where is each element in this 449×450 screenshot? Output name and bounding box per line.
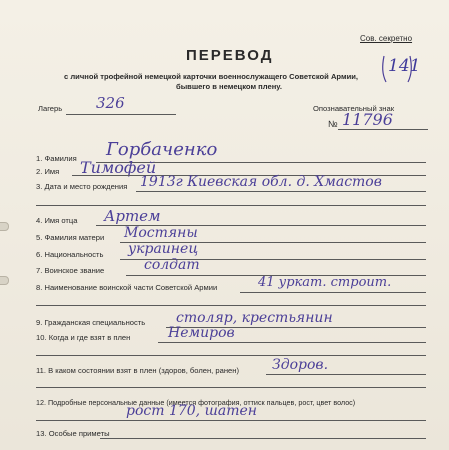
field-1-value: Горбаченко <box>106 139 218 160</box>
field-8-line <box>240 292 426 293</box>
camp-value: 326 <box>96 94 125 112</box>
field-4-label: 4. Имя отца <box>36 216 78 225</box>
field-8-label: 8. Наименование воинской части Советской Армии <box>36 283 218 292</box>
id-mark-label: Опознавательный знак <box>313 104 395 113</box>
field-3-line-2 <box>36 205 426 206</box>
field-7-value: солдат <box>144 257 200 273</box>
id-mark-value: 11796 <box>342 110 393 129</box>
field-5-label: 5. Фамилия матери <box>36 233 105 242</box>
field-10-line <box>158 342 426 343</box>
field-9-value: столяр, крестьянин <box>176 310 333 326</box>
field-12-value: рост 170, шатен <box>126 403 257 419</box>
field-11-value: Здоров. <box>272 357 329 373</box>
field-8-value: 41 уркат. строит. <box>258 275 392 290</box>
field-6-label: 6. Национальность <box>36 250 104 259</box>
field-5-value: Мостяны <box>124 225 198 241</box>
punch-hole <box>0 276 9 285</box>
camp-label: Лагерь <box>38 104 63 113</box>
field-3-line <box>136 191 426 192</box>
field-11-line-2 <box>36 387 426 388</box>
field-2-label: 2. Имя <box>36 167 60 176</box>
field-2-value: Тимофей <box>80 158 157 177</box>
document-title: ПЕРЕВОД <box>186 47 274 64</box>
id-number-sign: № <box>328 119 338 129</box>
field-12-label: 12. Подробные персональные данные (имеется фотография, оттиск пальцев, рост, цвет волос) <box>36 398 356 407</box>
field-3-value: 1913г Киевская обл. д. Хмастов <box>140 174 382 190</box>
field-10-value: Немиров <box>168 325 235 341</box>
field-10-label: 10. Когда и где взят в плен <box>36 333 131 342</box>
field-8-line-2 <box>36 305 426 306</box>
field-9-label: 9. Гражданская специальность <box>36 318 146 327</box>
field-11-line <box>266 374 426 375</box>
corner-handwritten-number: 141 <box>388 56 421 76</box>
subtitle-line-1: с личной трофейной немецкой карточки военнослужащего Советской Армии, <box>64 72 359 81</box>
field-10-line-2 <box>36 355 426 356</box>
camp-underline <box>66 114 176 115</box>
field-6-value: украинец <box>128 241 199 257</box>
id-underline <box>338 129 428 130</box>
field-7-label: 7. Воинское звание <box>36 266 105 275</box>
field-4-value: Артем <box>104 207 161 225</box>
field-11-label: 11. В каком состоянии взят в плен (здоров, болен, ранен) <box>36 366 239 375</box>
classification-stamp: Сов. секретно <box>360 34 413 43</box>
corner-bracket-mark <box>380 52 414 86</box>
field-13-label: 13. Особые приметы <box>36 429 110 438</box>
field-1-label: 1. Фамилия <box>36 154 77 163</box>
punch-hole <box>0 222 9 231</box>
field-13-line <box>100 438 426 439</box>
field-12-line <box>36 420 426 421</box>
subtitle-line-2: бывшего в немецком плену. <box>176 82 282 91</box>
field-3-label: 3. Дата и место рождения <box>36 182 128 191</box>
